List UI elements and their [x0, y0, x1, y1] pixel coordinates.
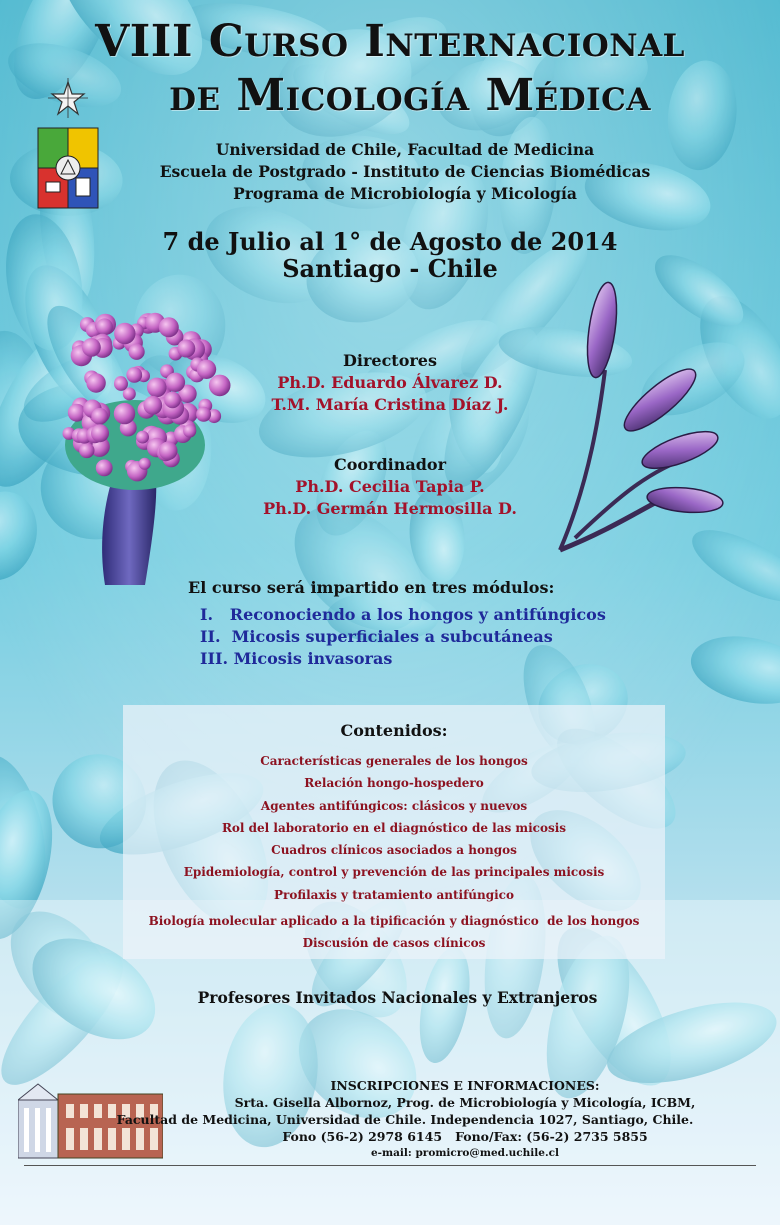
spore [136, 431, 149, 444]
institution-line3: Programa de Microbiología y Micología [233, 184, 577, 203]
spore [79, 443, 94, 458]
content-item: Rol del laboratorio en el diagnóstico de las micosis [221, 820, 567, 835]
contact-phone: Fono (56-2) 2978 6145 Fono/Fax: (56-2) 2735 5855 [282, 1129, 648, 1144]
event-dates: 7 de Julio al 1° de Agosto de 2014 [162, 227, 618, 256]
directors-block [200, 350, 580, 416]
content-item: Características generales de los hongos [260, 754, 528, 768]
module-item: II. Micosis superficiales a subcutáneas [200, 627, 553, 646]
content-item: Biología molecular aplicado a la tipificación y diagnóstico de los hongos [148, 914, 640, 929]
content-item: Discusión de casos clínicos [302, 936, 486, 951]
coordinators-heading: Coordinador [333, 455, 447, 474]
institution-block [0, 139, 780, 205]
director-name: T.M. María Cristina Díaz J. [271, 395, 509, 414]
spore [96, 318, 113, 335]
contact-block [116, 1077, 780, 1162]
course-title-line1: VIII Curso Internacional [95, 16, 685, 67]
content-item: Epidemiología, control y prevención de las principales micosis [183, 865, 605, 880]
institution-line2: Escuela de Postgrado - Instituto de Ciencias Biomédicas [159, 162, 651, 181]
spore [114, 377, 128, 391]
spore [147, 378, 167, 398]
spore [126, 367, 142, 383]
contents-box [123, 705, 665, 959]
spore [177, 340, 195, 358]
contents-list [123, 750, 665, 955]
spore [114, 403, 135, 424]
contact-email: e-mail: promicro@med.uchile.cl [370, 1147, 559, 1159]
modules-list [200, 604, 606, 670]
spore [164, 392, 181, 409]
content-item: Agentes antifúngicos: clásicos y nuevos [260, 798, 528, 813]
content-item: Profilaxis y tratamiento antifúngico [274, 887, 514, 902]
spore [139, 458, 151, 470]
spore [183, 424, 196, 437]
spore [143, 396, 162, 415]
spore [114, 323, 135, 344]
directors-heading: Directores [343, 351, 437, 370]
spore [91, 424, 109, 442]
fusarium-illustration [520, 280, 730, 570]
spore [96, 460, 113, 477]
coordinators-block [200, 454, 580, 520]
institution-line1: Universidad de Chile, Facultad de Medicina [215, 140, 595, 159]
spore [159, 442, 178, 461]
aspergillus-illustration [35, 285, 235, 595]
module-item: III. Micosis invasoras [200, 649, 393, 668]
spore [91, 408, 108, 425]
coordinator-name: Ph.D. Germán Hermosilla D. [263, 499, 517, 518]
modules-heading: El curso será impartido en tres módulos: [188, 578, 555, 597]
event-place: Santiago - Chile [282, 254, 498, 283]
content-item: Relación hongo-hospedero [304, 776, 484, 791]
course-title-line2: de Micología Médica [169, 70, 651, 121]
spore [82, 338, 101, 357]
contact-line: Facultad de Medicina, Universidad de Chile. Independencia 1027, Santiago, Chile. [116, 1112, 694, 1127]
contact-line: Srta. Gisella Albornoz, Prog. de Microbiología y Micología, ICBM, [234, 1095, 696, 1110]
event-dates-block [0, 228, 780, 282]
content-item: Cuadros clínicos asociados a hongos [271, 843, 517, 858]
spore [129, 344, 145, 360]
footer-divider [24, 1165, 756, 1166]
contents-heading: Contenidos: [340, 721, 448, 740]
module-item: I. Reconociendo a los hongos y antifúngicos [200, 605, 606, 624]
director-name: Ph.D. Eduardo Álvarez D. [277, 373, 503, 392]
spore [166, 373, 185, 392]
contact-heading: INSCRIPCIONES E INFORMACIONES: [330, 1078, 600, 1093]
guest-professors: Profesores Invitados Nacionales y Extranjeros [197, 988, 598, 1007]
spore [159, 317, 179, 337]
coordinator-name: Ph.D. Cecilia Tapia P. [295, 477, 485, 496]
spore [86, 373, 105, 392]
